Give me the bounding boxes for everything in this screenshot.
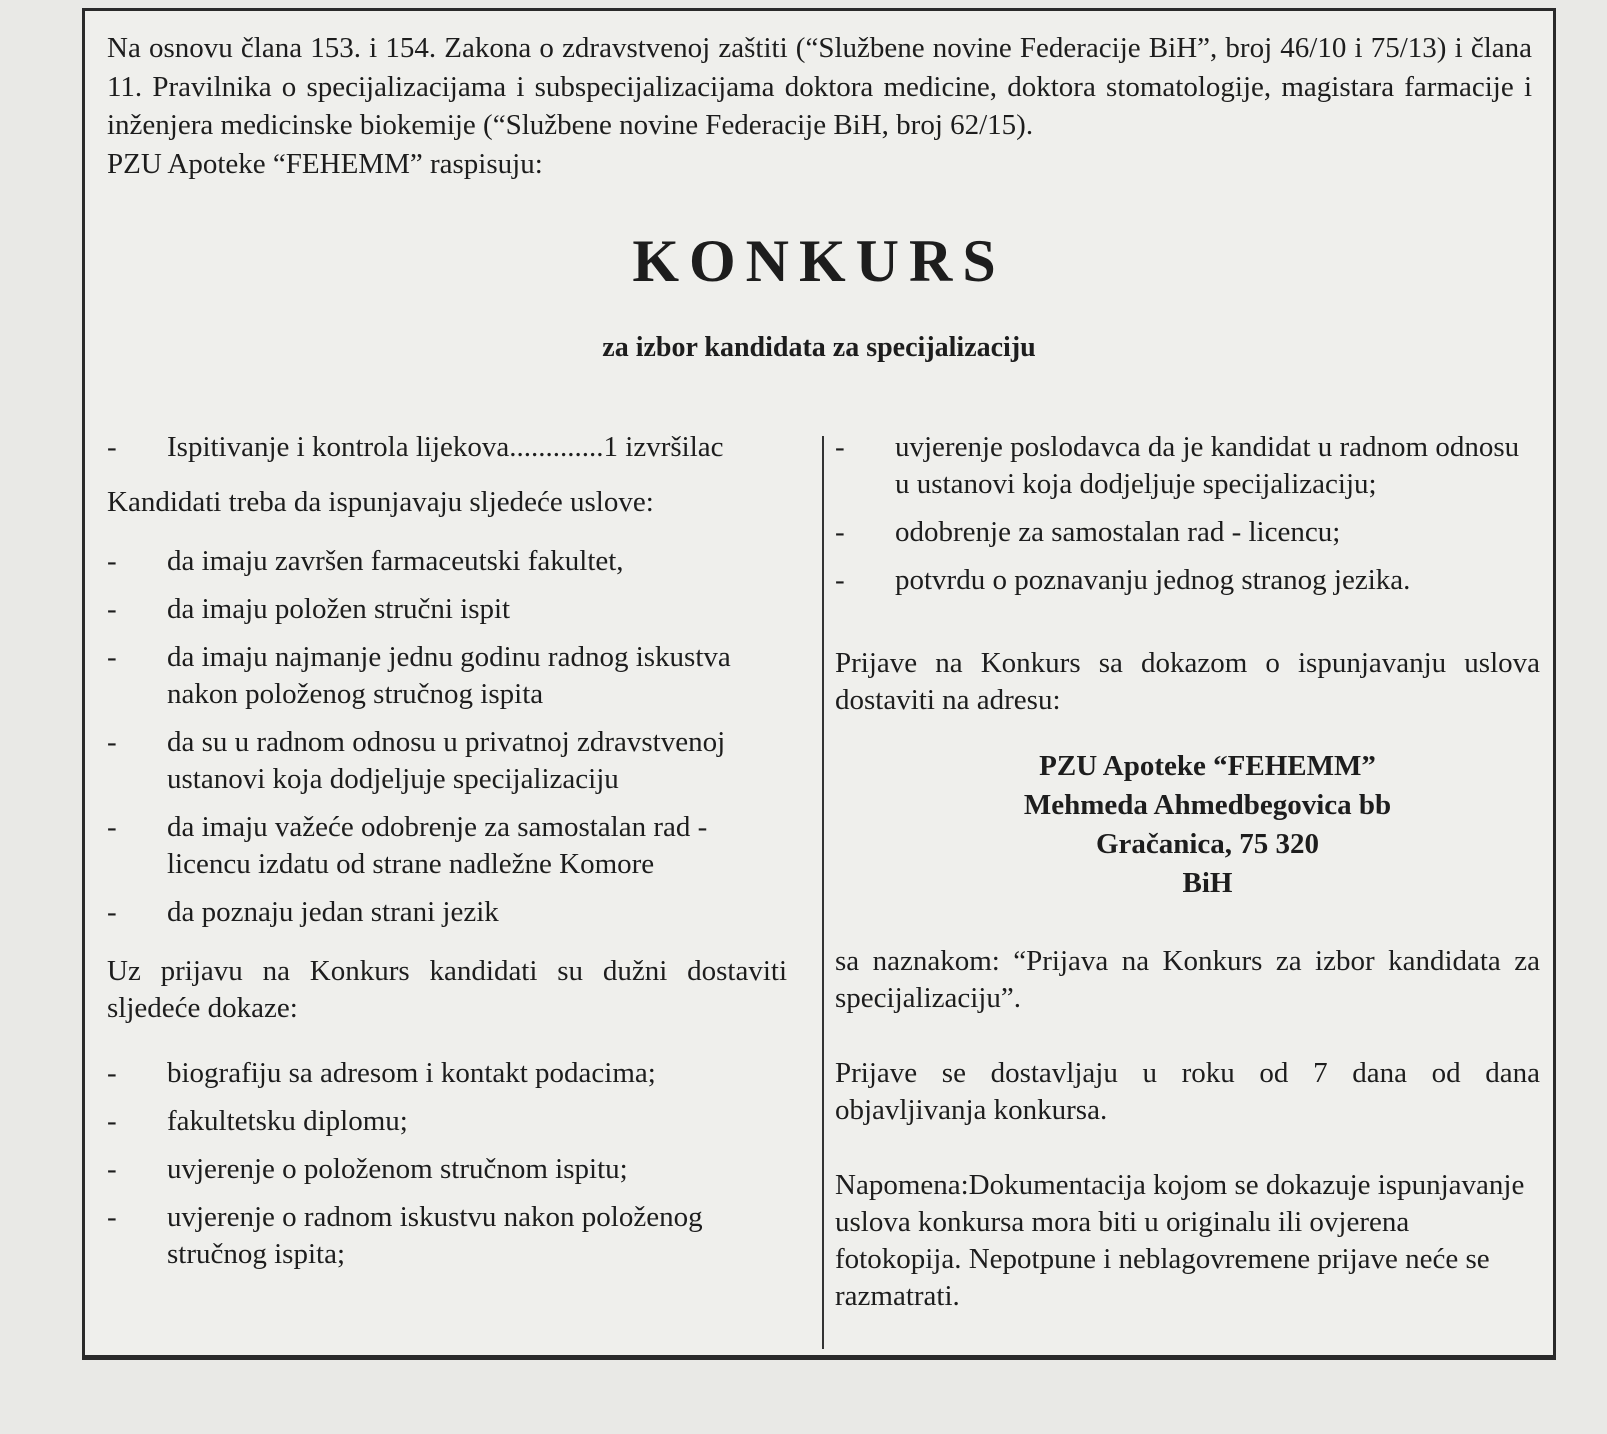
dash-bullet: - (107, 641, 117, 673)
condition-text: da imaju završen farmaceutski fakultet, (167, 545, 624, 577)
document-item (107, 1055, 787, 1092)
document-item (107, 1199, 787, 1273)
conditions-heading: Kandidati treba da ispunjavaju sljedeće uslove: (107, 486, 654, 518)
position-text: Ispitivanje i kontrola lijekova.............1 izvršilac (167, 431, 724, 463)
condition-item (107, 591, 787, 628)
dash-bullet: - (107, 726, 117, 758)
notice-frame (82, 8, 1556, 1360)
document-text: uvjerenje poslodavca da je kandidat u radnom odnosu u ustanovi koja dodjeljuje specijalizaciju; (895, 431, 1520, 500)
condition-text: da imaju položen stručni ispit (167, 593, 511, 625)
condition-text: da imaju važeće odobrenje za samostalan rad - licencu izdatu od strane nadležne Komore (167, 811, 708, 880)
document-text: biografiju sa adresom i kontakt podacima; (167, 1057, 656, 1089)
intro (107, 29, 1532, 183)
document-text: uvjerenje o položenom stručnom ispitu; (167, 1153, 628, 1185)
marking-text: sa naznakom: “Prijava na Konkurs za izbor kandidata za specijalizaciju”. (835, 945, 1540, 1014)
condition-item (107, 894, 787, 931)
document-item (835, 514, 1540, 551)
address-line: Mehmeda Ahmedbegovica bb (1023, 789, 1392, 821)
document-item (107, 1103, 787, 1140)
condition-item (107, 543, 787, 580)
dash-bullet: - (107, 1105, 117, 1137)
condition-text: da poznaju jedan strani jezik (167, 896, 499, 928)
intro-issuer: PZU Apoteke “FEHEMM” raspisuju: (107, 147, 543, 180)
deadline-text: Prijave se dostavljaju u roku od 7 dana od dana objavljivanja konkursa. (835, 1057, 1540, 1126)
dash-bullet: - (835, 516, 845, 548)
document-text: odobrenje za samostalan rad - licencu; (895, 516, 1341, 548)
dash-bullet: - (107, 1057, 117, 1089)
dash-bullet: - (835, 564, 845, 596)
document-item (835, 429, 1540, 503)
dash-bullet: - (107, 811, 117, 843)
left-column (107, 429, 787, 1284)
address-line: PZU Apoteke “FEHEMM” (1039, 750, 1376, 782)
note-text: Napomena:Dokumentacija kojom se dokazuje ispunjavanje uslova konkursa mora biti u originalu ili ovjerena fotokopija. Nepotpune i neblagovremene prijave neće se razmatrati. (835, 1169, 1525, 1312)
document-text: fakultetsku diplomu; (167, 1105, 408, 1137)
document-text: uvjerenje o radnom iskustvu nakon položenog stručnog ispita; (167, 1201, 703, 1270)
position-item (107, 429, 787, 466)
document-text: potvrdu o poznavanju jednog stranog jezika. (895, 564, 1411, 596)
address-line: Gračanica, 75 320 (1095, 828, 1320, 860)
dash-bullet: - (107, 1201, 117, 1233)
intro-text: Na osnovu člana 153. i 154. Zakona o zdravstvenoj zaštiti (“Službene novine Federacije BiH”, broj 46/10 i 75/13) i člana 11. Pravilnika o specijalizacijama i subspecijalizacijama doktora medicine, doktora stomatologije, magistara farmacije i inženjera medicinske biokemije (“Službene novine Federacije BiH, broj 62/15). (107, 32, 1532, 141)
page-subtitle: za izbor kandidata za specijalizaciju (602, 332, 1036, 363)
submission-text: Prijave na Konkurs sa dokazom o ispunjavanju uslova dostaviti na adresu: (835, 647, 1540, 716)
condition-item (107, 724, 787, 798)
condition-text: da imaju najmanje jednu godinu radnog iskustva nakon položenog stručnog ispita (167, 641, 731, 710)
document-item (835, 562, 1540, 599)
document-item (107, 1151, 787, 1188)
address-line: BiH (1182, 867, 1233, 899)
condition-item (107, 639, 787, 713)
dash-bullet: - (107, 431, 117, 463)
condition-text: da su u radnom odnosu u privatnoj zdravstvenoj ustanovi koja dodjeljuje specijalizaciju (167, 726, 726, 795)
dash-bullet: - (107, 1153, 117, 1185)
condition-item (107, 809, 787, 883)
address-block (835, 747, 1540, 903)
dash-bullet: - (107, 593, 117, 625)
column-divider (822, 436, 824, 1349)
page-title: KONKURS (632, 228, 1006, 294)
documents-heading: Uz prijavu na Konkurs kandidati su dužni dostaviti sljedeće dokaze: (107, 955, 787, 1024)
dash-bullet: - (107, 896, 117, 928)
right-column (835, 429, 1540, 1337)
dash-bullet: - (835, 431, 845, 463)
dash-bullet: - (107, 545, 117, 577)
